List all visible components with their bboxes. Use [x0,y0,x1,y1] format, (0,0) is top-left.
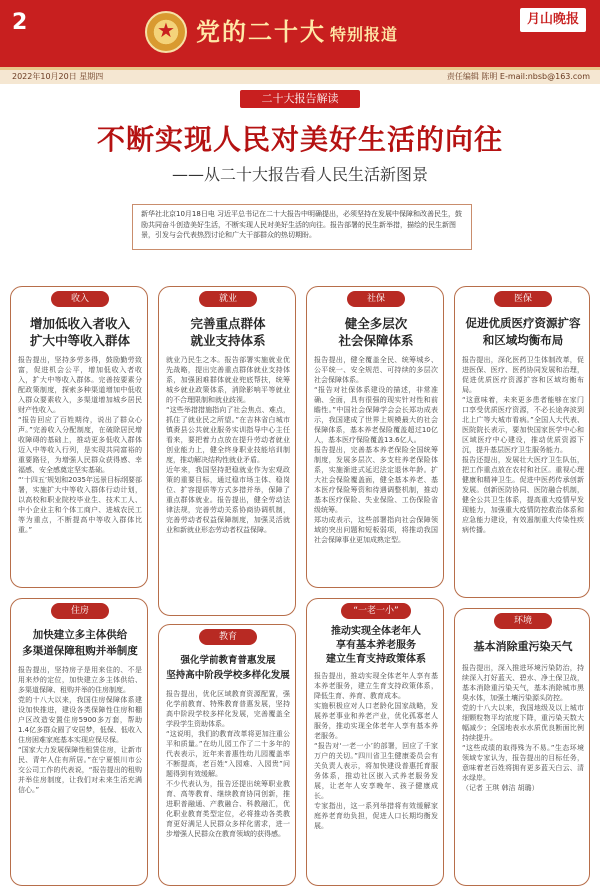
special-report-main: 党的二十大 [196,17,326,46]
card-social-security [306,286,444,588]
special-report-suffix: 特别报道 [330,25,399,44]
card-title: 强化学前教育普惠发展 坚持高中阶段学校多样化发展 [166,655,290,681]
star-icon: ★ [157,18,175,42]
page-number: 2 [12,10,28,35]
card-education [158,624,296,886]
lead-paragraph: 新华社北京10月18日电 习近平总书记在二十大报告中明确提出，必须坚持在发展中保障和改善民生，鼓励共同奋斗创造美好生活，不断实现人民对美好生活的向往。报告部署的民生新举措，描绘的民生新图景，引发与会代表热烈讨论和广大干部群众的热切期盼。 [132,204,472,250]
card-tag: 环境 [494,613,552,629]
card-body: 报告提出，坚持多劳多得，鼓励勤劳致富，促进机会公平，增加低收入者收入，扩大中等收入群体。完善按要素分配政策制度，探索多种渠道增加中低收入群众要素收入，多渠道增加城乡居民财产性收入。 “报告回应了百姓期待，说出了群众心声。”完善收入分配制度，在破除居民增收障碍的基础上，推动更多低收入群体迈入中等收入行列，是实现共同富裕的重要路径，为增强人民群众获得感、幸福感、安全感奠定坚实基础。 “‘十四五’规划和2035年远景目标纲要部署，实施扩大中等收入群体行动计划，以高校和职业院校毕业生、技术工人、中小企业主和个体工商户、进城农民工等为重点，不断提高中等收入群体比重。” [18,356,142,534]
card-income [10,286,148,588]
card-body: 报告提出，优化区域教育资源配置，强化学前教育、特殊教育普惠发展，坚持高中阶段学校多样化发展，完善覆盖全学段学生资助体系。 “这说明，我们的教育改革将更加注重公平和质量。”在幼儿园工作了二十多年的代表表示，近年来普惠性幼儿园覆盖率不断提高，老百姓“入园难、入园贵”问题得到有效缓解。 不少代表认为，报告还提出统筹职业教育、高等教育、继续教育协同创新，推进职普融通、产教融合、科教融汇，优化职业教育类型定位，必将推动各类教育更好满足人民群众多样化需求，进一步增强人民群众在教育领域的获得感。 [166,690,290,838]
card-title: 完善重点群体 就业支持体系 [190,316,266,348]
card-title: 推动实现全体老年人 享有基本养老服务 建立生育支持政策体系 [326,626,426,665]
card-tag: 社保 [347,291,405,307]
card-elderly-and-children [306,598,444,886]
date-bar [0,70,600,84]
card-title: 健全多层次 社会保障体系 [338,316,414,348]
card-title: 基本消除重污染天气 [473,640,573,653]
card-body: 报告提出，坚持房子是用来住的、不是用来炒的定位，加快建立多主体供给、多渠道保障、租购并举的住房制度。 党的十八大以来，我国住房保障体系建设加快推进，建设各类保障性住房和棚户区改造安置住房5900多万套，帮助1.4亿多群众圆了安居梦，低保、低收入住房困难家庭基本实现应保尽保。 “国家大力发展保障性租赁住房，让新市民、青年人住有所居。”在宁夏银川市公交公司工作的代表说，“报告提出的租购并举住房制度，让我们对未来生活充满信心。” [18,666,142,794]
card-housing [10,598,148,886]
subheadline: ——从二十大报告看人民生活新图景 [171,165,428,184]
card-body: 报告提出，深化医药卫生体制改革，促进医保、医疗、医药协同发展和治理，促进优质医疗资源扩容和区域均衡布局。 “这意味着，未来更多患者能够在家门口享受优质医疗资源，不必长途奔波到北上广等大城市看病。”全国人大代表、医院院长表示，要加快国家医学中心和区域医疗中心建设，推动优质资源下沉，提升基层医疗卫生服务能力。 报告还提出，发展壮大医疗卫生队伍，把工作重点放在农村和社区。重视心理健康和精神卫生。促进中医药传承创新发展。创新医防协同、医防融合机制，健全公共卫生体系，提高重大疫情早发现能力，加强重大疫情防控救治体系和应急能力建设，有效遏制重大传染性疾病传播。 [462,356,584,534]
card-title: 加快建立多主体供给 多渠道保障租购并举制度 [22,629,138,657]
headline: 不断实现人民对美好生活的向往 [96,123,503,156]
card-tag: “一老一小” [341,603,411,619]
card-tag: 就业 [199,291,257,307]
card-body: 就业乃民生之本。报告部署实施就业优先战略，提出完善重点群体就业支持体系，加强困难群体就业兜底帮扶，统筹城乡就业政策体系，消除影响平等就业的不合理限制和就业歧视。 “这些举措措施指向了社会焦点、难点，抓住了就业民之所望。”在吉林省白城市镇赉县公共就业服务实训指导中心主任看来，要把着力点放在提升劳动者就业创业能力上，健全终身职业技能培训制度，推动解决结构性就业矛盾。 近年来，我国坚持把稳就业作为宏观政策的重要目标，通过稳市场主体、稳岗位、扩容提质等方式多措并举，保障了重点群体就业。报告提出，健全劳动法律法规，完善劳动关系协商协调机制，完善劳动者权益保障制度，加强灵活就业和新就业形态劳动者权益保障。 [166,356,290,534]
card-employment [158,286,296,616]
card-environment [454,608,590,886]
card-tag: 住房 [51,603,109,619]
card-body: 报告提出，健全覆盖全民、统筹城乡、公平统一、安全规范、可持续的多层次社会保障体系。 “报告对社保体系建设的描述，非常准确、全面，具有很强的现实针对性和前瞻性。”中国社会保障学会会长郑功成表示，我国建成了世界上规模最大的社会保障体系，基本养老保险覆盖超过10亿人，基本医疗保险覆盖13.6亿人。 报告提出，完善基本养老保险全国统筹制度，发展多层次、多支柱养老保险体系，实施渐进式延迟法定退休年龄。扩大社会保险覆盖面，健全基本养老、基本医疗保险筹资和待遇调整机制，推动基本医疗保险、失业保险、工伤保险省级统筹。 郑功成表示，这些部署指向社会保障领域的突出问题和短板弱项，将推动我国社会保障事业更加成熟定型。 [314,356,438,544]
card-tag: 教育 [199,629,257,645]
card-body: 报告提出，深入推进环境污染防治，持续深入打好蓝天、碧水、净土保卫战，基本消除重污染天气，基本消除城市黑臭水体，加强土壤污染源头防控。 党的十八大以来，我国地级及以上城市细颗粒物平均浓度下降，重污染天数大幅减少；全国地表水水质优良断面比例持续提升。 “这些成绩的取得殊为不易。”生态环境领域专家认为，报告提出的目标任务，意味着老百姓将拥有更多蓝天白云、清水绿岸。 （记者 王琪 韩洁 胡璐） [462,664,584,792]
card-tag: 收入 [51,291,109,307]
card-title: 促进优质医疗资源扩容 和区域均衡布局 [465,316,581,347]
special-report-title [196,12,398,47]
issue-date: 2022年10月20日 星期四 [12,72,104,81]
editor-info: 责任编辑 陈明 E-mail:nbsb@163.com [446,72,590,81]
card-body: 报告提出，推动实现全体老年人享有基本养老服务，建立生育支持政策体系，降低生育、养育、教育成本。 实施积极应对人口老龄化国家战略，发展养老事业和养老产业，优化孤寡老人服务，推动实现全体老年人享有基本养老服务。 “报告对‘一老一小’的部署，回应了千家万户的关切。”四川省卫生健康委员会有关负责人表示，将加快建设普惠托育服务体系，推动社区嵌入式养老服务发展，让老年人安享晚年、孩子健康成长。 专家指出，这一系列举措将有效缓解家庭养老育幼负担，促进人口长期均衡发展。 [314,672,438,830]
card-medical-insurance [454,286,590,598]
card-tag: 医保 [494,291,552,307]
card-title: 增加低收入者收入 扩大中等收入群体 [29,316,130,348]
section-label: 二十大报告解读 [240,90,360,108]
newspaper-logo: 月山晚报 [520,8,586,32]
